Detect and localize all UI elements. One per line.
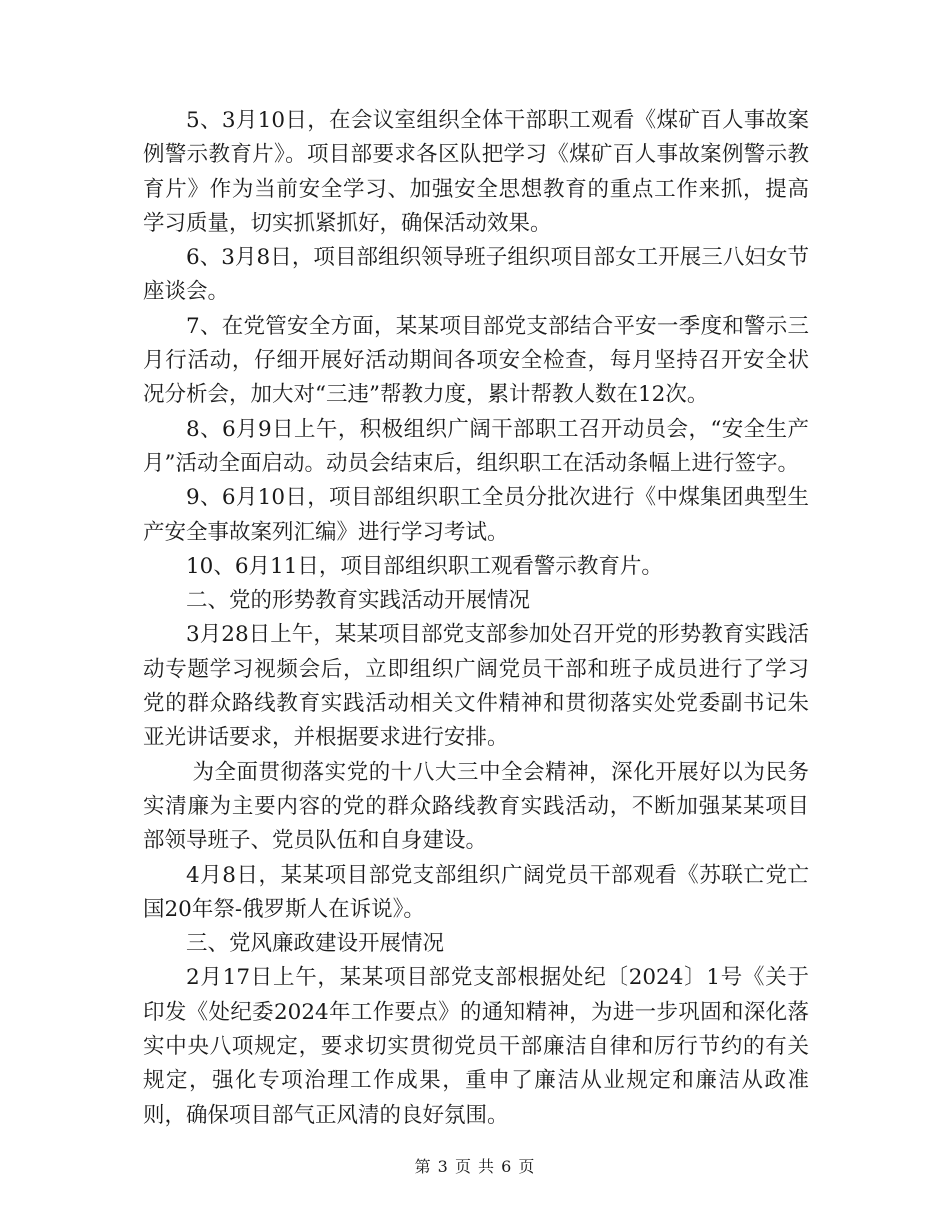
paragraph-item-7: 7、在党管安全方面，某某项目部党支部结合平安一季度和警示三月行活动，仔细开展好活动期间各项安全检查，每月坚持召开安全状况分析会，加大对“三违”帮教力度，累计帮教人数在12次。 [143, 313, 809, 408]
section-heading-3: 三、党风廉政建设开展情况 [186, 931, 445, 957]
section-heading-2: 二、党的形势教育实践活动开展情况 [186, 588, 531, 614]
paragraph-april-8: 4月8日，某某项目部党支部组织广阔党员干部观看《苏联亡党亡国20年祭-俄罗斯人在诉说》。 [143, 862, 809, 922]
paragraph-item-9: 9、6月10日，项目部组织职工全员分批次进行《中煤集团典型生产安全事故案列汇编》进行学习考试。 [143, 485, 809, 545]
paragraph-third-plenum: 为全面贯彻落实党的十八大三中全会精神，深化开展好以为民务实清廉为主要内容的党的群众路线教育实践活动，不断加强某某项目部领导班子、党员队伍和自身建设。 [143, 759, 809, 854]
paragraph-feb-17: 2月17日上午，某某项目部党支部根据处纪〔2024〕1号《关于印发《处纪委2024年工作要点》的通知精神，为进一步巩固和深化落实中央八项规定，要求切实贯彻党员干部廉洁自律和厉行节约的有关规定，强化专项治理工作成果，重申了廉洁从业规定和廉洁从政准则，确保项目部气正风清的良好氛围。 [143, 965, 809, 1128]
paragraph-item-6: 6、3月8日，项目部组织领导班子组织项目部女工开展三八妇女节座谈会。 [143, 245, 809, 305]
paragraph-item-5: 5、3月10日，在会议室组织全体干部职工观看《煤矿百人事故案例警示教育片》。项目部要求各区队把学习《煤矿百人事故案例警示教育片》作为当前安全学习、加强安全思想教育的重点工作来抓，提高学习质量，切实抓紧抓好，确保活动效果。 [143, 108, 809, 236]
page-number-footer: 第 3 页 共 6 页 [414, 1157, 536, 1176]
document-body [143, 104, 809, 1133]
paragraph-march-28: 3月28日上午，某某项目部党支部参加处召开党的形势教育实践活动专题学习视频会后，立即组织广阔党员干部和班子成员进行了学习党的群众路线教育实践活动相关文件精神和贯彻落实处党委副书记朱亚光讲话要求，并根据要求进行安排。 [143, 622, 809, 751]
paragraph-item-10: 10、6月11日，项目部组织职工观看警示教育片。 [186, 553, 663, 579]
paragraph-item-8: 8、6月9日上午，积极组织广阔干部职工召开动员会，“安全生产月”活动全面启动。动员会结束后，组织职工在活动条幅上进行签字。 [143, 416, 809, 476]
